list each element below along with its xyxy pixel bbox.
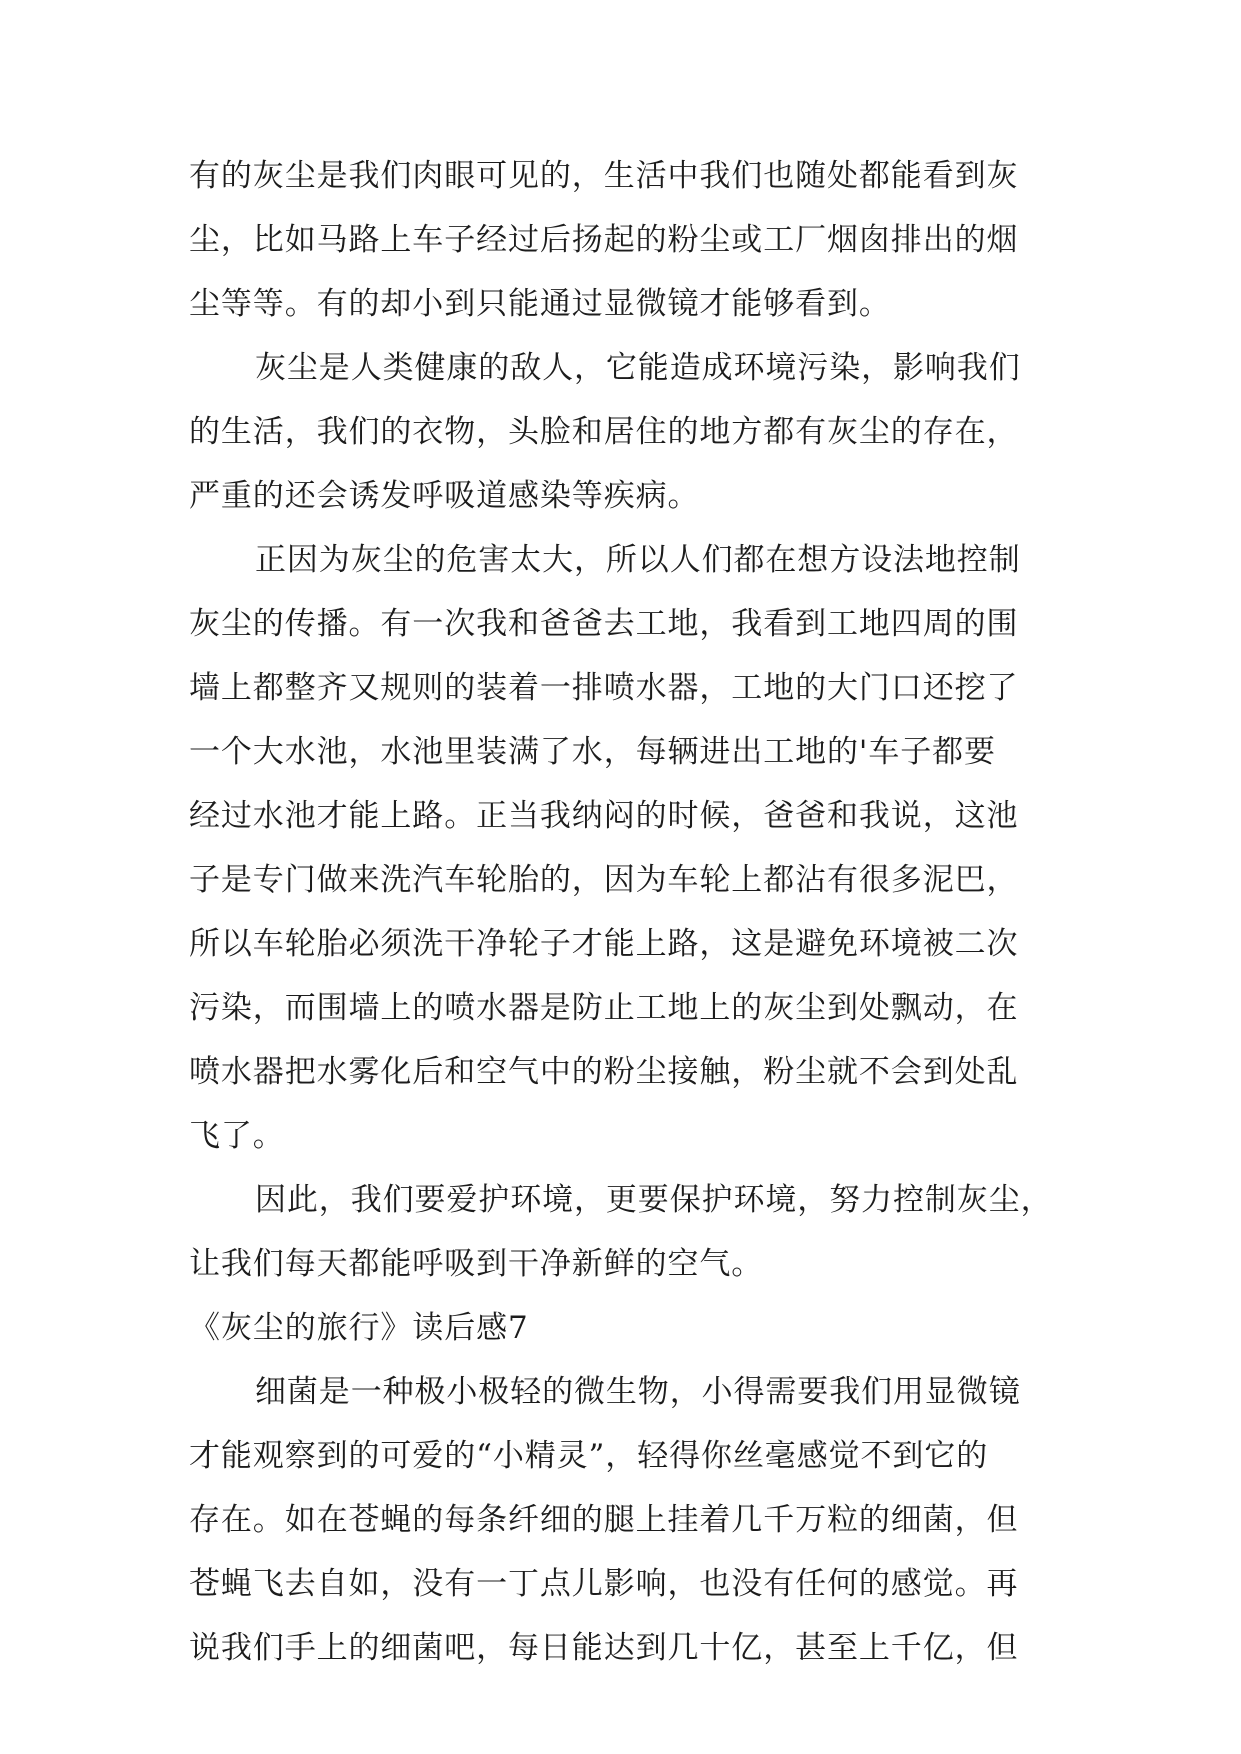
- text-line: 尘，比如马路上车子经过后扬起的粉尘或工厂烟囱排出的烟: [189, 222, 1019, 258]
- text-line: 喷水器把水雾化后和空气中的粉尘接触，粉尘就不会到处乱: [189, 1054, 1019, 1090]
- text-line: 墙上都整齐又规则的装着一排喷水器，工地的大门口还挖了: [189, 670, 1019, 706]
- text-line: 有的灰尘是我们肉眼可见的，生活中我们也随处都能看到灰: [189, 158, 1019, 194]
- paragraph: [189, 1168, 1069, 1296]
- text-line: 说我们手上的细菌吧，每日能达到几十亿，甚至上千亿，但: [189, 1630, 1019, 1666]
- text-line: 正因为灰尘的危害太大，所以人们都在想方设法地控制: [255, 542, 1021, 578]
- text-line: 飞了。: [189, 1118, 285, 1154]
- text-line: 子是专门做来洗汽车轮胎的，因为车轮上都沾有很多泥巴，: [189, 862, 1019, 898]
- document-body: [189, 144, 1069, 1680]
- paragraph: [189, 1360, 1069, 1680]
- text-line: 严重的还会诱发呼吸道感染等疾病。: [189, 478, 700, 514]
- text-line: 存在。如在苍蝇的每条纤细的腿上挂着几千万粒的细菌，但: [189, 1502, 1019, 1538]
- text-line: 细菌是一种极小极轻的微生物，小得需要我们用显微镜: [255, 1374, 1021, 1410]
- text-line: 苍蝇飞去自如，没有一丁点儿影响，也没有任何的感觉。再: [189, 1566, 1019, 1602]
- text-line: 让我们每天都能呼吸到干净新鲜的空气。: [189, 1246, 764, 1282]
- paragraph: [189, 528, 1069, 1168]
- paragraph: [189, 336, 1069, 528]
- text-line: 的生活，我们的衣物，头脸和居住的地方都有灰尘的存在，: [189, 414, 1019, 450]
- text-line: 因此，我们要爱护环境，更要保护环境，努力控制灰尘，: [255, 1182, 1053, 1218]
- section-heading: 《灰尘的旅行》读后感7: [189, 1310, 529, 1346]
- text-line: 经过水池才能上路。正当我纳闷的时候，爸爸和我说，这池: [189, 798, 1019, 834]
- text-line: 才能观察到的可爱的“小精灵”，轻得你丝毫感觉不到它的: [189, 1438, 989, 1474]
- text-line: 所以车轮胎必须洗干净轮子才能上路，这是避免环境被二次: [189, 926, 1019, 962]
- text-line: 污染，而围墙上的喷水器是防止工地上的灰尘到处飘动，在: [189, 990, 1019, 1026]
- paragraph: [189, 144, 1069, 336]
- text-line: 尘等等。有的却小到只能通过显微镜才能够看到。: [189, 286, 891, 322]
- text-line: 灰尘的传播。有一次我和爸爸去工地，我看到工地四周的围: [189, 606, 1019, 642]
- text-line: 灰尘是人类健康的敌人，它能造成环境污染，影响我们: [255, 350, 1021, 386]
- text-line: 一个大水池，水池里装满了水，每辆进出工地的'车子都要: [189, 734, 996, 770]
